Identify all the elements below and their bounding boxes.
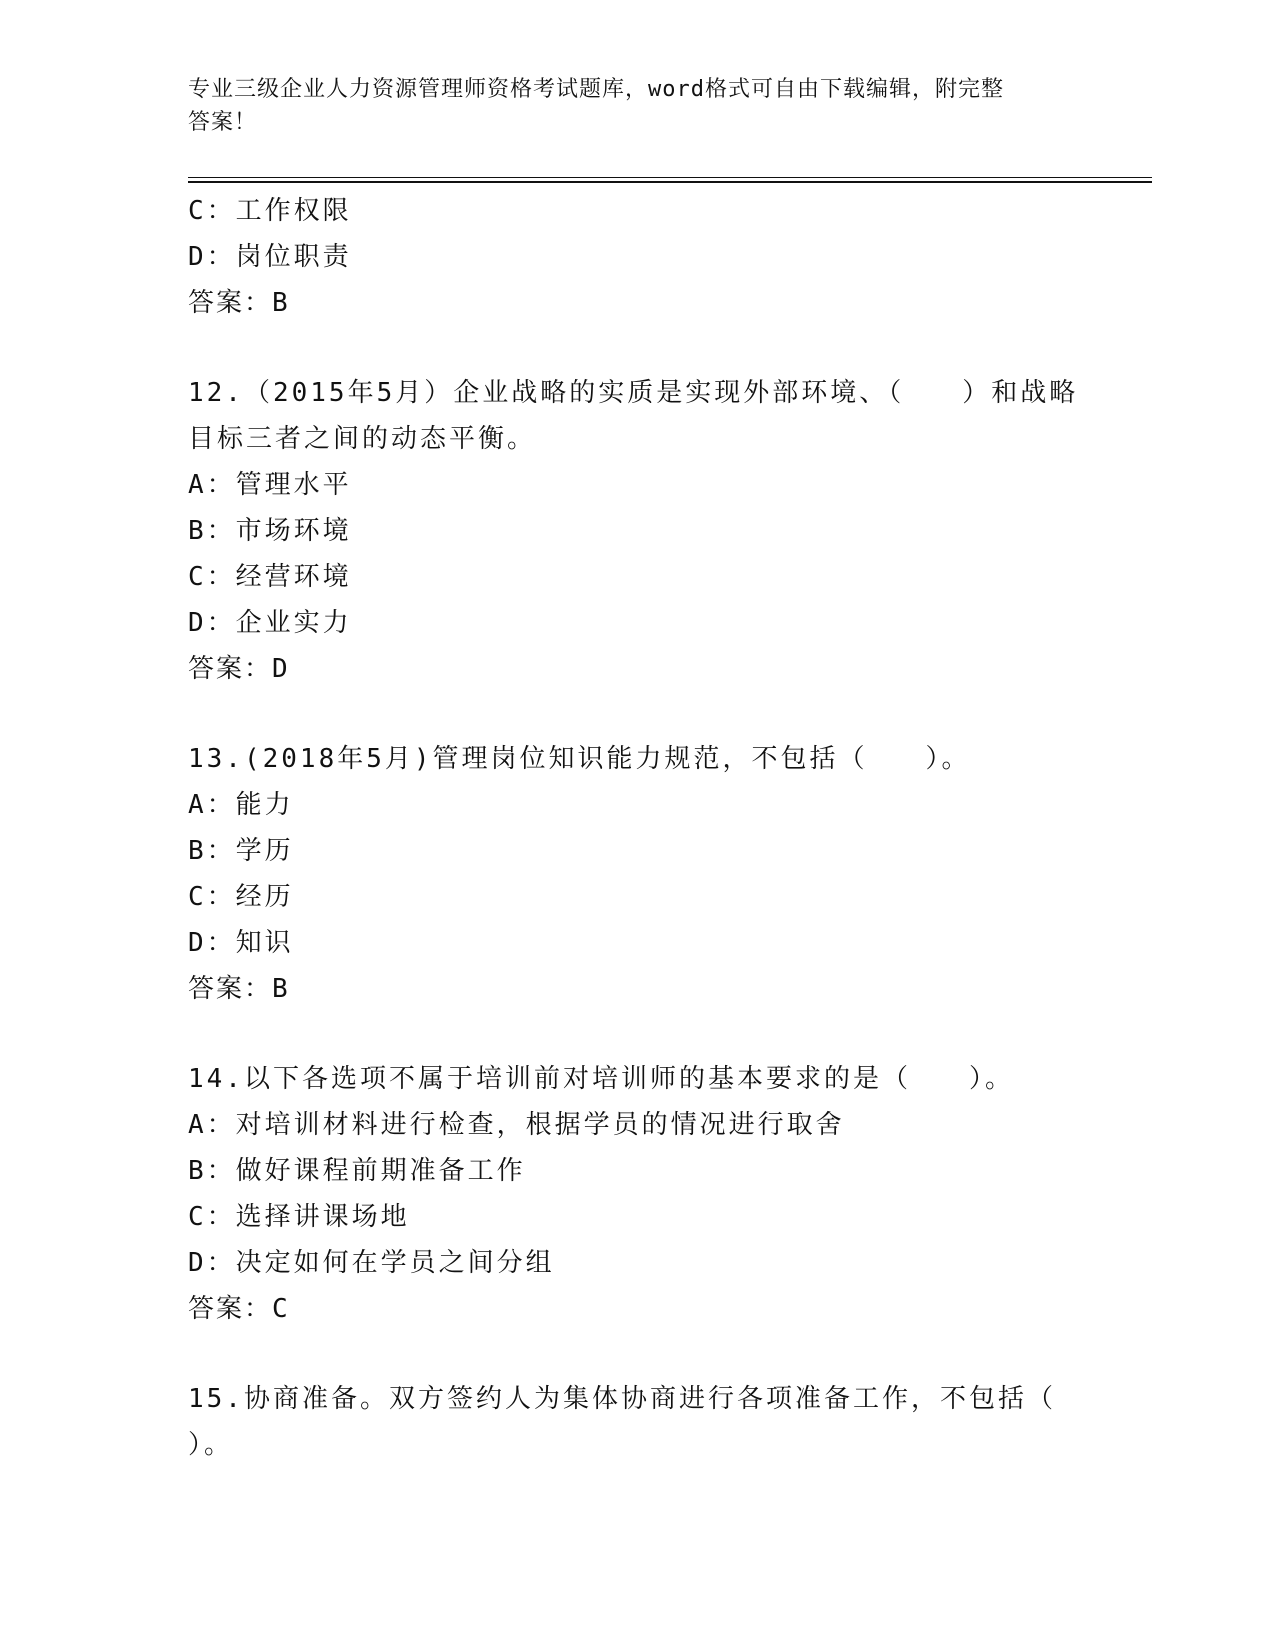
question-text: 13.(2018年5月)管理岗位知识能力规范，不包括（ ）。 [188, 744, 971, 774]
option-c: C：经历 [188, 882, 294, 912]
option-d: D：岗位职责 [188, 242, 352, 272]
question-text: 14.以下各选项不属于培训前对培训师的基本要求的是（ ）。 [188, 1064, 1014, 1094]
question-text-cont: ）。 [188, 1430, 234, 1460]
option-d: D：决定如何在学员之间分组 [188, 1248, 555, 1278]
option-b: B：做好课程前期准备工作 [188, 1156, 526, 1186]
answer-line: 答案：B [188, 974, 290, 1004]
option-a: A：对培训材料进行检查，根据学员的情况进行取舍 [188, 1110, 845, 1140]
option-d: D：知识 [188, 928, 294, 958]
option-a: A：管理水平 [188, 470, 352, 500]
option-d: D：企业实力 [188, 608, 352, 638]
option-b: B：学历 [188, 836, 294, 866]
header-line-1: 专业三级企业人力资源管理师资格考试题库，word格式可自由下载编辑，附完整 [188, 77, 1004, 102]
question-text-cont: 目标三者之间的动态平衡。 [188, 424, 537, 454]
question-15 [188, 1376, 1138, 1468]
answer-line: 答案：C [188, 1294, 290, 1324]
question-13 [188, 736, 1138, 1012]
question-12 [188, 370, 1138, 692]
answer-line: 答案：D [188, 654, 290, 684]
header-rule-top [188, 177, 1152, 178]
option-c: C：经营环境 [188, 562, 352, 592]
question-text: 15.协商准备。双方签约人为集体协商进行各项准备工作，不包括（ [188, 1384, 1056, 1414]
header-line-2: 答案！ [188, 110, 258, 135]
question-content [188, 188, 1138, 1468]
option-c: C：工作权限 [188, 196, 352, 226]
option-b: B：市场环境 [188, 516, 352, 546]
option-a: A：能力 [188, 790, 294, 820]
question-text: 12.（2015年5月）企业战略的实质是实现外部环境、（ ）和战略 [188, 378, 1079, 408]
page-header [188, 73, 1068, 139]
answer-line: 答案：B [188, 288, 290, 318]
header-rule-bottom [188, 181, 1152, 183]
question-14 [188, 1056, 1138, 1332]
previous-question-tail [188, 188, 1138, 326]
option-c: C：选择讲课场地 [188, 1202, 410, 1232]
